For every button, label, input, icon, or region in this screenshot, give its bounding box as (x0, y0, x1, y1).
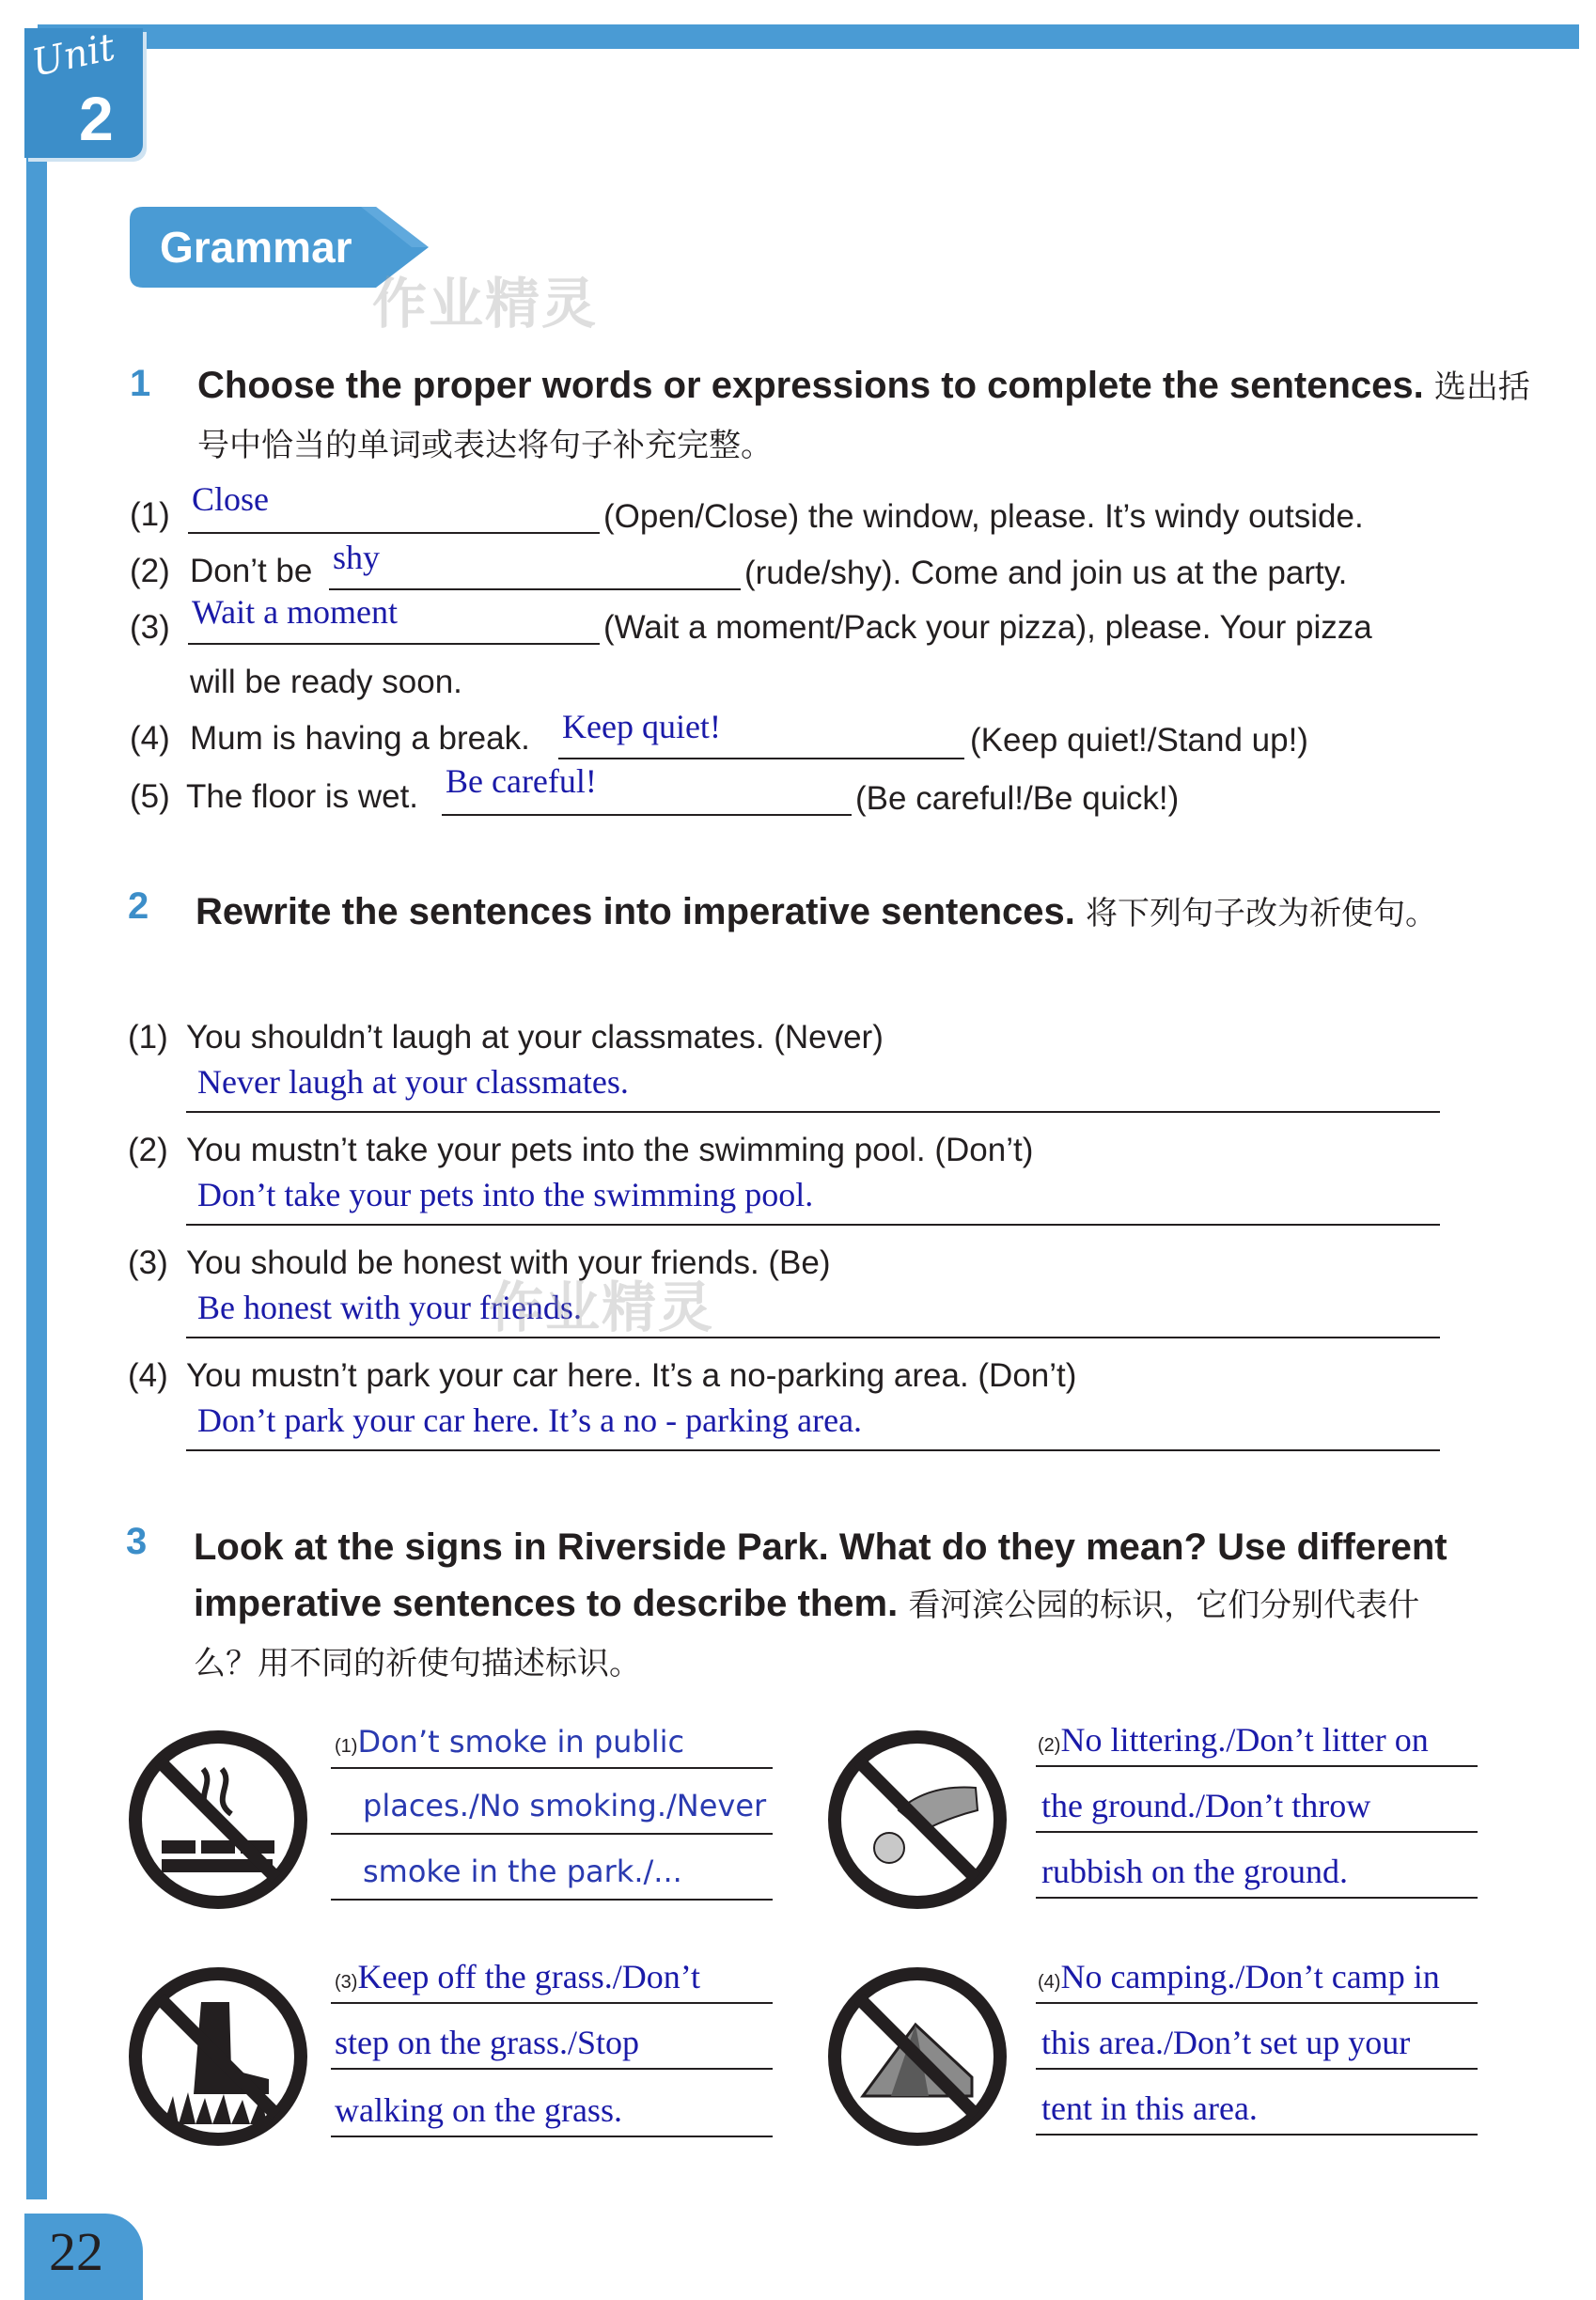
ex2-item-2-answer: Don’t take your pets into the swimming pool. (197, 1176, 814, 1213)
ex1-item-3-continuation: will be ready soon. (190, 664, 462, 700)
sign-2-blank-1[interactable] (1036, 1765, 1478, 1767)
sign-1-text-1: Don’t smoke in public (357, 1724, 685, 1760)
unit-label: Unit (28, 25, 119, 86)
ex1-item-3-blank[interactable] (188, 643, 600, 645)
ex1-item-2-blank[interactable] (329, 588, 741, 590)
ex1-item-3-answer: Wait a moment (192, 593, 399, 631)
left-accent-bar (26, 56, 47, 2199)
exercise-3-title (194, 1519, 1472, 1692)
ex1-item-4-answer: Keep quiet! (562, 708, 721, 745)
exercise-2-title-en: Rewrite the sentences into imperative sentences. (196, 891, 1075, 932)
ex1-item-1-suffix: (Open/Close) the window, please. It’s windy outside. (603, 498, 1364, 535)
exercise-2-number: 2 (128, 885, 149, 927)
sign-3-blank-1[interactable] (331, 2002, 773, 2004)
ex1-item-1-number: (1) (130, 496, 170, 533)
exercise-1-number: 1 (130, 363, 151, 404)
watermark: 作业精灵 (372, 272, 599, 336)
sign-4-line-2: this area./Don’t set up your (1041, 2024, 1411, 2061)
sign-2-line-3: rubbish on the ground. (1041, 1853, 1348, 1890)
sign-2-line-1 (1038, 1720, 1429, 1760)
ex2-item-4-blank[interactable] (186, 1449, 1440, 1451)
ex1-item-5-suffix: (Be careful!/Be quick!) (855, 780, 1180, 817)
no-littering-icon (825, 1728, 1009, 1912)
exercise-3-title-en: Look at the signs in Riverside Park. What do they mean? Use different imperative sentences to describe them. (194, 1526, 1447, 1624)
exercise-2-title (196, 884, 1455, 942)
top-accent-bar (38, 24, 1579, 49)
exercise-3-title-cn: 看河滨公园的标识，它们分别代表什么？用不同的祈使句描述标识。 (194, 1588, 1420, 1682)
ex2-item-2-question: You mustn’t take your pets into the swimming pool. (Don’t) (186, 1132, 1034, 1168)
ex2-item-4-number: (4) (128, 1357, 168, 1394)
ex2-item-4-question: You mustn’t park your car here. It’s a no-parking area. (Don’t) (186, 1357, 1077, 1394)
unit-number: 2 (79, 84, 114, 153)
sign-4-blank-2[interactable] (1036, 2068, 1478, 2070)
sign-4-line-1 (1038, 1957, 1440, 1996)
ex1-item-4-blank[interactable] (558, 758, 964, 759)
no-smoking-icon (126, 1728, 310, 1912)
ex2-item-1-blank[interactable] (186, 1111, 1440, 1113)
ex1-item-3-number: (3) (130, 609, 170, 646)
ex2-item-3-number: (3) (128, 1244, 168, 1281)
sign-1-blank-1[interactable] (331, 1767, 773, 1769)
exercise-2-title-cn: 将下列句子改为祈使句。 (1086, 896, 1438, 931)
ex2-item-3-blank[interactable] (186, 1337, 1440, 1338)
sign-4-number: (4) (1038, 1972, 1061, 1993)
sign-2-blank-3[interactable] (1036, 1897, 1478, 1899)
sign-2-line-2: the ground./Don’t throw (1041, 1787, 1371, 1824)
ex1-item-2-number: (2) (130, 553, 170, 589)
exercise-1-title-en: Choose the proper words or expressions to complete the sentences. (197, 365, 1424, 406)
sign-1-line-3: smoke in the park./... (363, 1854, 682, 1889)
section-banner-label: Grammar (160, 223, 352, 272)
sign-4-line-3: tent in this area. (1041, 2089, 1258, 2127)
sign-3-line-1 (335, 1957, 700, 1996)
ex2-item-1-number: (1) (128, 1019, 168, 1056)
sign-1-blank-2[interactable] (331, 1833, 773, 1835)
ex1-item-3-suffix: (Wait a moment/Pack your pizza), please. Your pizza (603, 609, 1372, 646)
ex1-item-5-number: (5) (130, 778, 170, 815)
ex2-item-1-answer: Never laugh at your classmates. (197, 1063, 629, 1101)
sign-4-text-1: No camping./Don’t camp in (1060, 1958, 1440, 1995)
sign-3-number: (3) (335, 1972, 358, 1993)
ex1-item-5-answer: Be careful! (446, 762, 597, 800)
ex2-item-3-answer: Be honest with your friends. (197, 1289, 582, 1326)
sign-3-blank-3[interactable] (331, 2136, 773, 2137)
sign-3-line-3: walking on the grass. (335, 2091, 622, 2129)
ex1-item-4-prefix: Mum is having a break. (190, 720, 530, 757)
ex2-item-1-question: You shouldn’t laugh at your classmates. (Never) (186, 1019, 884, 1056)
sign-3-line-2: step on the grass./Stop (335, 2024, 639, 2061)
no-camping-icon (825, 1964, 1009, 2149)
watermark-2: 作业精灵 (489, 1275, 715, 1339)
keep-off-grass-icon (126, 1964, 310, 2149)
sign-2-number: (2) (1038, 1735, 1061, 1756)
ex2-item-2-blank[interactable] (186, 1224, 1440, 1226)
exercise-1-title-cn: 选出括号中恰当的单词或表达将句子补充完整。 (197, 369, 1530, 463)
ex2-item-3-question: You should be honest with your friends. (Be) (186, 1244, 831, 1281)
ex1-item-5-blank[interactable] (442, 814, 852, 816)
ex1-item-1-blank[interactable] (188, 532, 600, 534)
sign-4-blank-3[interactable] (1036, 2134, 1478, 2136)
ex2-item-2-number: (2) (128, 1132, 168, 1168)
sign-1-blank-3[interactable] (331, 1899, 773, 1901)
sign-3-blank-2[interactable] (331, 2068, 773, 2070)
sign-2-blank-2[interactable] (1036, 1831, 1478, 1833)
exercise-3-number: 3 (126, 1521, 148, 1562)
ex1-item-5-prefix: The floor is wet. (186, 778, 419, 815)
sign-2-text-1: No littering./Don’t litter on (1060, 1721, 1429, 1759)
ex1-item-1-answer: Close (192, 480, 270, 518)
sign-3-text-1: Keep off the grass./Don’t (357, 1958, 701, 1995)
page-number: 22 (49, 2221, 103, 2282)
ex1-item-2-prefix: Don’t be (190, 553, 313, 589)
ex2-item-4-answer: Don’t park your car here. It’s a no - parking area. (197, 1401, 863, 1439)
sign-1-line-2: places./No smoking./Never (363, 1788, 767, 1823)
ex1-item-4-number: (4) (130, 720, 170, 757)
sign-1-line-1 (335, 1724, 684, 1760)
exercise-1-title (197, 357, 1532, 474)
sign-1-number: (1) (335, 1736, 358, 1757)
sign-4-blank-1[interactable] (1036, 2002, 1478, 2004)
ex1-item-2-suffix: (rude/shy). Come and join us at the party. (744, 555, 1348, 591)
ex1-item-2-answer: shy (333, 539, 381, 576)
ex1-item-4-suffix: (Keep quiet!/Stand up!) (970, 722, 1308, 759)
